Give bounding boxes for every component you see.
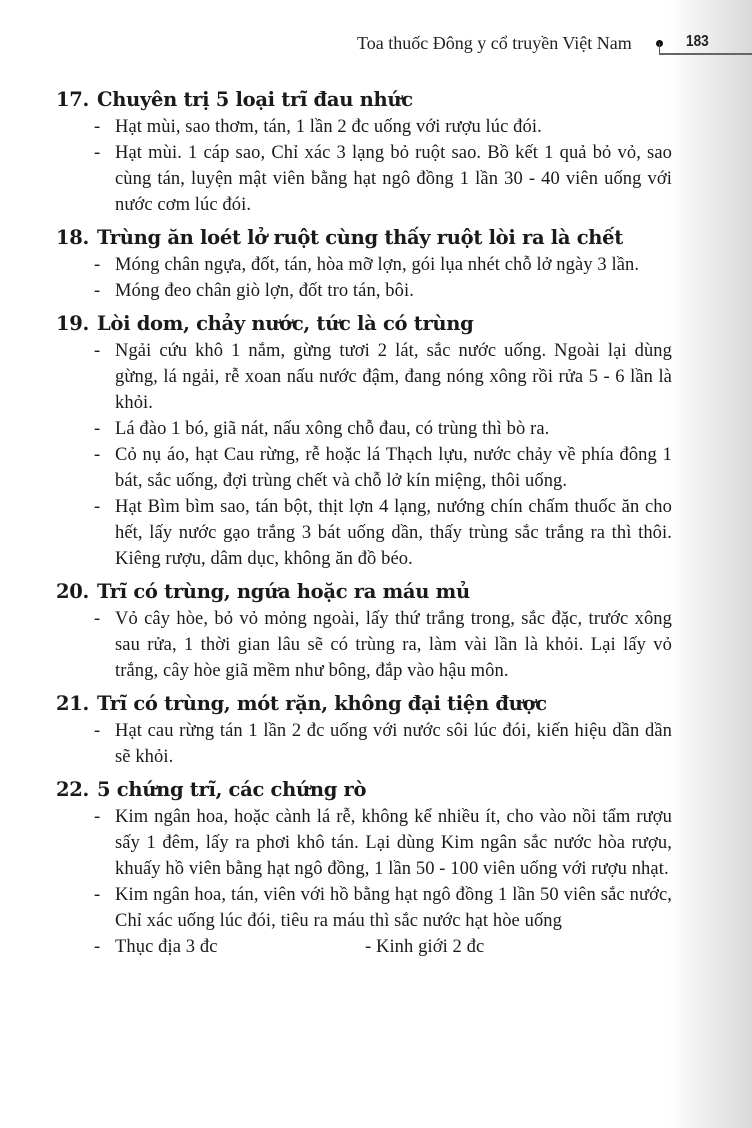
section-heading <box>56 776 672 804</box>
list-item <box>94 114 672 140</box>
section-17 <box>56 86 672 218</box>
ingredient-columns <box>115 934 484 960</box>
section-title: Trĩ có trùng, ngứa hoặc ra máu mủ <box>97 580 470 603</box>
list-item <box>94 804 672 882</box>
section-title: Chuyên trị 5 loại trĩ đau nhức <box>97 88 413 111</box>
section-19 <box>56 310 672 572</box>
section-number: 18. <box>56 226 90 249</box>
section-heading <box>56 310 672 338</box>
dash-bullet: - <box>94 937 101 957</box>
item-text: Cỏ nụ áo, hạt Cau rừng, rễ hoặc lá Thạch lựu, nước chảy về phía đông 1 bát, sắc uống, đợi trùng chết và chỗ lở kín miệng, thôi uống. <box>115 445 672 491</box>
dash-bullet: - <box>94 117 101 137</box>
section-heading <box>56 690 672 718</box>
dash-bullet: - <box>94 609 101 629</box>
section-number: 20. <box>56 580 90 603</box>
dash-bullet: - <box>94 721 101 741</box>
section-21 <box>56 690 672 770</box>
ingredient: - Kinh giới 2 đc <box>365 937 485 957</box>
dash-bullet: - <box>94 143 101 163</box>
item-text: Móng đeo chân giò lợn, đốt tro tán, bôi. <box>115 281 414 301</box>
item-text: Ngải cứu khô 1 nắm, gừng tươi 2 lát, sắc nước uống. Ngoài lại dùng gừng, lá ngải, rễ xoan nấu nước đậm, đang nóng xông rồi rửa 5 - 6 lần là khỏi. <box>115 341 672 413</box>
page-number: 183 <box>686 33 709 50</box>
list-item <box>94 252 672 278</box>
header-rule <box>659 53 752 55</box>
section-title: Trùng ăn loét lở ruột cùng thấy ruột lòi ra là chết <box>97 226 623 249</box>
list-item <box>94 718 672 770</box>
item-text: Hạt cau rừng tán 1 lần 2 đc uống với nước sôi lúc đói, kiến hiệu dần dần sẽ khỏi. <box>115 721 672 767</box>
dash-bullet: - <box>94 419 101 439</box>
list-item <box>94 606 672 684</box>
item-text: Hạt mùi. 1 cáp sao, Chỉ xác 3 lạng bỏ ruột sao. Bồ kết 1 quả bỏ vỏ, sao cùng tán, luyện mật viên bằng hạt ngô đồng 1 lần 30 - 40 viên uống với nước cơm lúc đói. <box>115 143 672 215</box>
list-item <box>94 882 672 934</box>
item-text: Vỏ cây hòe, bỏ vỏ mỏng ngoài, lấy thứ trắng trong, sắc đặc, trước xông sau rửa, 1 thời gian lâu sẽ có trùng ra, làm vài lần là khỏi. Lại lấy vỏ trắng, cây hòe giã mềm như bông, đắp vào hậu môn. <box>115 609 672 681</box>
section-number: 22. <box>56 778 90 801</box>
list-item <box>94 338 672 416</box>
section-number: 17. <box>56 88 90 111</box>
item-text: Kim ngân hoa, hoặc cành lá rễ, không kể nhiều ít, cho vào nồi tẩm rượu sấy 1 đêm, lấy ra phơi khô tán. Lại dùng Kim ngân sắc nước hòa rượu, khuấy hồ viên bằng hạt ngô đồng, 1 lần 50 - 100 viên uống với rượu nhạt. <box>115 807 672 879</box>
item-text: Móng chân ngựa, đốt, tán, hòa mỡ lợn, gói lụa nhét chỗ lở ngày 3 lần. <box>115 255 640 275</box>
section-heading <box>56 224 672 252</box>
list-item <box>94 442 672 494</box>
list-item <box>94 278 672 304</box>
list-item <box>94 494 672 572</box>
section-number: 19. <box>56 312 90 335</box>
item-text: Hạt mùi, sao thơm, tán, 1 lần 2 đc uống với rượu lúc đói. <box>115 117 542 137</box>
section-title: Trĩ có trùng, mót rặn, không đại tiện được <box>97 692 547 715</box>
section-22 <box>56 776 672 960</box>
dash-bullet: - <box>94 497 101 517</box>
section-20 <box>56 578 672 684</box>
dash-bullet: - <box>94 885 101 905</box>
dash-bullet: - <box>94 807 101 827</box>
item-text: Kim ngân hoa, tán, viên với hồ bằng hạt ngô đồng 1 lần 50 viên sắc nước, Chỉ xác uống lúc đói, tiêu ra máu thì sắc nước hạt hòe uống <box>115 885 672 931</box>
page-content <box>56 86 672 966</box>
ingredient: Thục địa 3 đc <box>115 937 218 957</box>
section-18 <box>56 224 672 304</box>
section-heading <box>56 86 672 114</box>
list-item <box>94 416 672 442</box>
dash-bullet: - <box>94 255 101 275</box>
list-item <box>94 140 672 218</box>
ingredient-row <box>94 934 672 960</box>
dash-bullet: - <box>94 281 101 301</box>
page-header <box>0 30 752 70</box>
section-title: 5 chứng trĩ, các chứng rò <box>97 778 367 801</box>
running-title: Toa thuốc Đông y cổ truyền Việt Nam <box>357 33 632 53</box>
section-title: Lòi dom, chảy nước, tức là có trùng <box>97 312 474 335</box>
section-number: 21. <box>56 692 90 715</box>
dash-bullet: - <box>94 445 101 465</box>
dash-bullet: - <box>94 341 101 361</box>
item-text: Lá đào 1 bó, giã nát, nấu xông chỗ đau, có trùng thì bò ra. <box>115 419 550 439</box>
item-text: Hạt Bìm bìm sao, tán bột, thịt lợn 4 lạng, nướng chín chấm thuốc ăn cho hết, lấy nước gạo trắng 3 bát uống dần, thấy trùng sắc trắng ra thì thôi. Kiêng rượu, dâm dục, không ăn đồ béo. <box>115 497 672 569</box>
section-heading <box>56 578 672 606</box>
